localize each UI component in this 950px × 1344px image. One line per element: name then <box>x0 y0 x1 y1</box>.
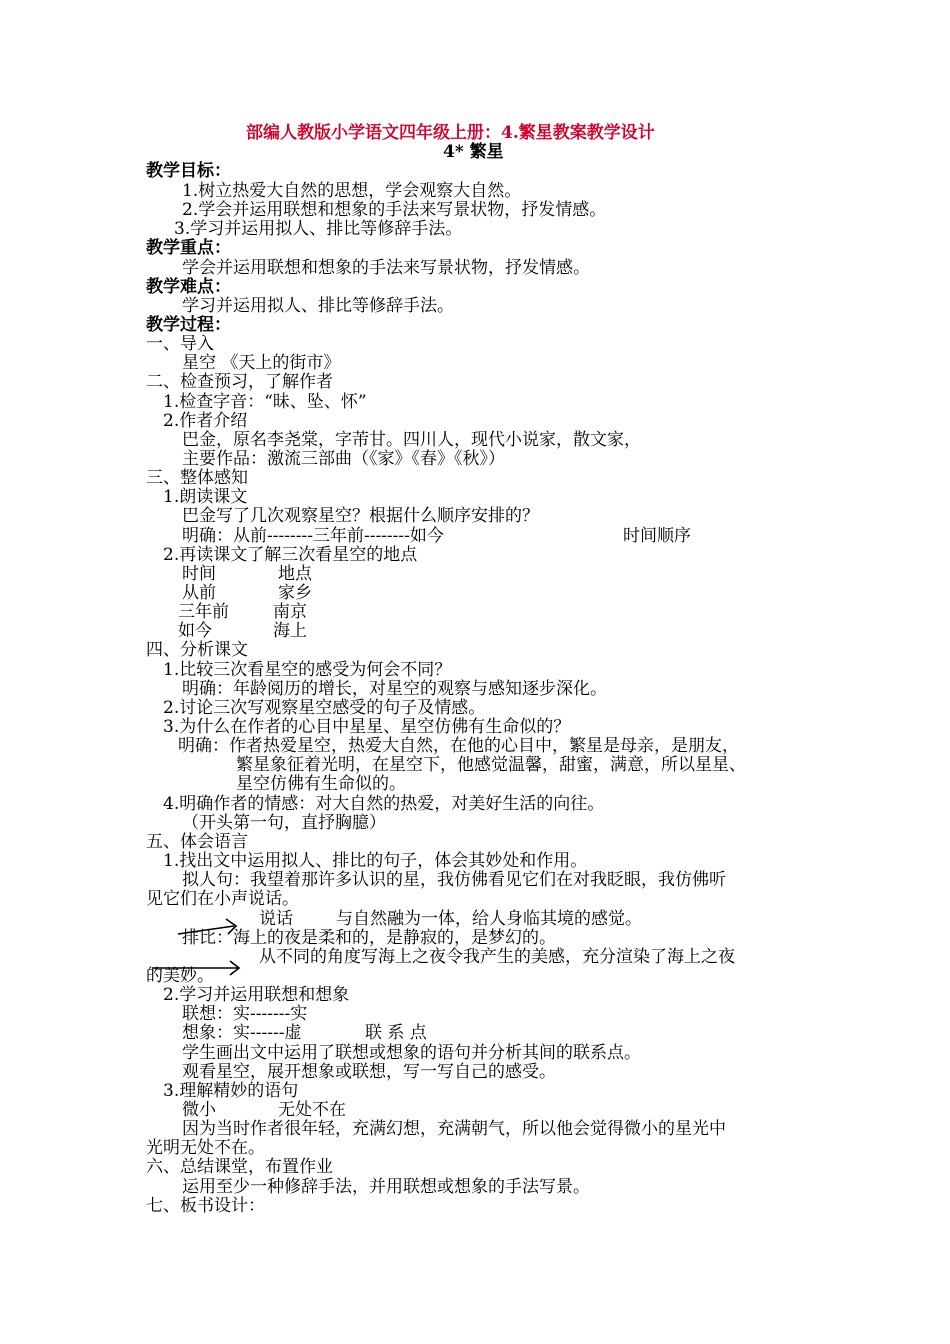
key-heading: 教学重点： <box>146 238 231 258</box>
table-cell-place: 南京 <box>273 602 307 622</box>
section-3-heading: 三、整体感知 <box>146 468 248 488</box>
personification-sentence: 拟人句：我望着那许多认识的星，我仿佛看见它们在对我眨眼，我仿佛听 <box>182 870 726 890</box>
personification-effect: 与自然融为一体，给人身临其境的感觉。 <box>336 909 642 929</box>
key-text: 学会并运用联想和想象的手法来写景状物，抒发情感。 <box>182 258 590 278</box>
section-5-task-1: 学生画出文中运用了联想或想象的语句并分析其间的联系点。 <box>182 1043 641 1063</box>
homework-text: 运用至少一种修辞手法，并用联想或想象的手法写景。 <box>182 1177 590 1197</box>
personification-keyword: 说话 <box>259 909 293 929</box>
section-4-answer-3b: 繁星象征着光明，在星空下，他感觉温馨，甜蜜，满意，所以星星、 <box>236 755 746 775</box>
table-cell-place: 家乡 <box>278 583 312 603</box>
section-4-item-1: 1.比较三次看星空的感受为何会不同？ <box>163 660 452 680</box>
section-5-explanation-cont: 光明无处不在。 <box>146 1138 265 1158</box>
process-heading: 教学过程： <box>146 315 231 335</box>
section-4-note: （开头第一句，直抒胸臆） <box>182 813 386 833</box>
table-cell-place: 海上 <box>273 621 307 641</box>
parallelism-effect: 从不同的角度写海上之夜令我产生的美感，充分渲染了海上之夜 <box>259 947 735 967</box>
parallelism-effect-cont: 的美妙。 <box>146 966 214 986</box>
author-intro: 巴金，原名李尧棠，字芾甘。四川人，现代小说家，散文家， <box>182 430 641 450</box>
table-cell-time: 从前 <box>182 583 216 603</box>
imagination-line: 想象：实------虚 <box>182 1023 302 1043</box>
section-4-answer-3c: 星空仿佛有生命似的。 <box>236 774 406 794</box>
section-2-item-1: 1.检查字音：“昧、坠、怀” <box>163 392 367 412</box>
section-4-item-4: 4.明确作者的情感：对大自然的热爱，对美好生活的向往。 <box>163 794 605 814</box>
section-7-heading: 七、板书设计： <box>146 1196 265 1216</box>
section-5-item-3: 3.理解精妙的语句 <box>163 1081 299 1101</box>
section-4-item-3: 3.为什么在作者的心目中星星、星空仿佛有生命似的？ <box>163 717 571 737</box>
difficulty-heading: 教学难点： <box>146 277 231 297</box>
table-header-place: 地点 <box>278 564 312 584</box>
table-header-time: 时间 <box>182 564 216 584</box>
section-3-item-1: 1.朗读课文 <box>163 487 248 507</box>
table-cell-time: 三年前 <box>178 602 229 622</box>
section-5-heading: 五、体会语言 <box>146 832 248 852</box>
goal-1: 1.树立热爱大自然的思想，学会观察大自然。 <box>182 181 522 201</box>
section-5-task-2: 观看星空，展开想象或联想，写一写自己的感受。 <box>182 1062 556 1082</box>
personification-sentence-cont: 见它们在小声说话。 <box>146 889 299 909</box>
parallelism-sentence: 排比：海上的夜是柔和的，是静寂的，是梦幻的。 <box>182 928 556 948</box>
section-2-item-2: 2.作者介绍 <box>163 411 248 431</box>
section-1-line: 星空 《天上的街市》 <box>182 353 341 373</box>
section-4-item-2: 2.讨论三次写观察星空感受的句子及情感。 <box>163 698 486 718</box>
document-subtitle: 4* 繁星 <box>443 142 504 162</box>
section-2-heading: 二、检查预习，了解作者 <box>146 372 333 392</box>
section-3-question: 巴金写了几次观察星空？根据什么顺序安排的？ <box>182 506 539 526</box>
difficulty-text: 学习并运用拟人、排比等修辞手法。 <box>182 296 454 316</box>
section-4-answer-1: 明确：年龄阅历的增长，对星空的观察与感知逐步深化。 <box>182 679 607 699</box>
section-5-item-1: 1.找出文中运用拟人、排比的句子，体会其妙处和作用。 <box>163 851 588 871</box>
phrase-small: 微小 <box>182 1100 216 1120</box>
section-1-heading: 一、导入 <box>146 334 214 354</box>
section-4-answer-3a: 明确：作者热爱星空，热爱大自然，在他的心目中，繁星是母亲，是朋友， <box>178 736 739 756</box>
section-5-explanation: 因为当时作者很年轻，充满幻想，充满朝气，所以他会觉得微小的星光中 <box>182 1119 726 1139</box>
section-3-answer: 明确：从前--------三年前--------如今 <box>182 526 444 546</box>
section-3-answer-note: 时间顺序 <box>623 526 691 546</box>
section-6-heading: 六、总结课堂，布置作业 <box>146 1157 333 1177</box>
goals-heading: 教学目标： <box>146 161 231 181</box>
section-3-item-2: 2.再读课文了解三次看星空的地点 <box>163 545 418 565</box>
phrase-everywhere: 无处不在 <box>278 1100 346 1120</box>
table-cell-time: 如今 <box>178 621 212 641</box>
goal-3: 3.学习并运用拟人、排比等修辞手法。 <box>174 219 463 239</box>
document-title: 部编人教版小学语文四年级上册：4.繁星教案教学设计 <box>246 123 655 143</box>
section-5-item-2: 2.学习并运用联想和想象 <box>163 985 350 1005</box>
association-line: 联想：实-------实 <box>182 1004 308 1024</box>
author-works: 主要作品：激流三部曲（《家》《春》《秋》） <box>182 449 505 469</box>
section-4-heading: 四、分析课文 <box>146 640 248 660</box>
goal-2: 2.学会并运用联想和想象的手法来写景状物，抒发情感。 <box>182 200 607 220</box>
connection-point: 联 系 点 <box>365 1023 427 1043</box>
